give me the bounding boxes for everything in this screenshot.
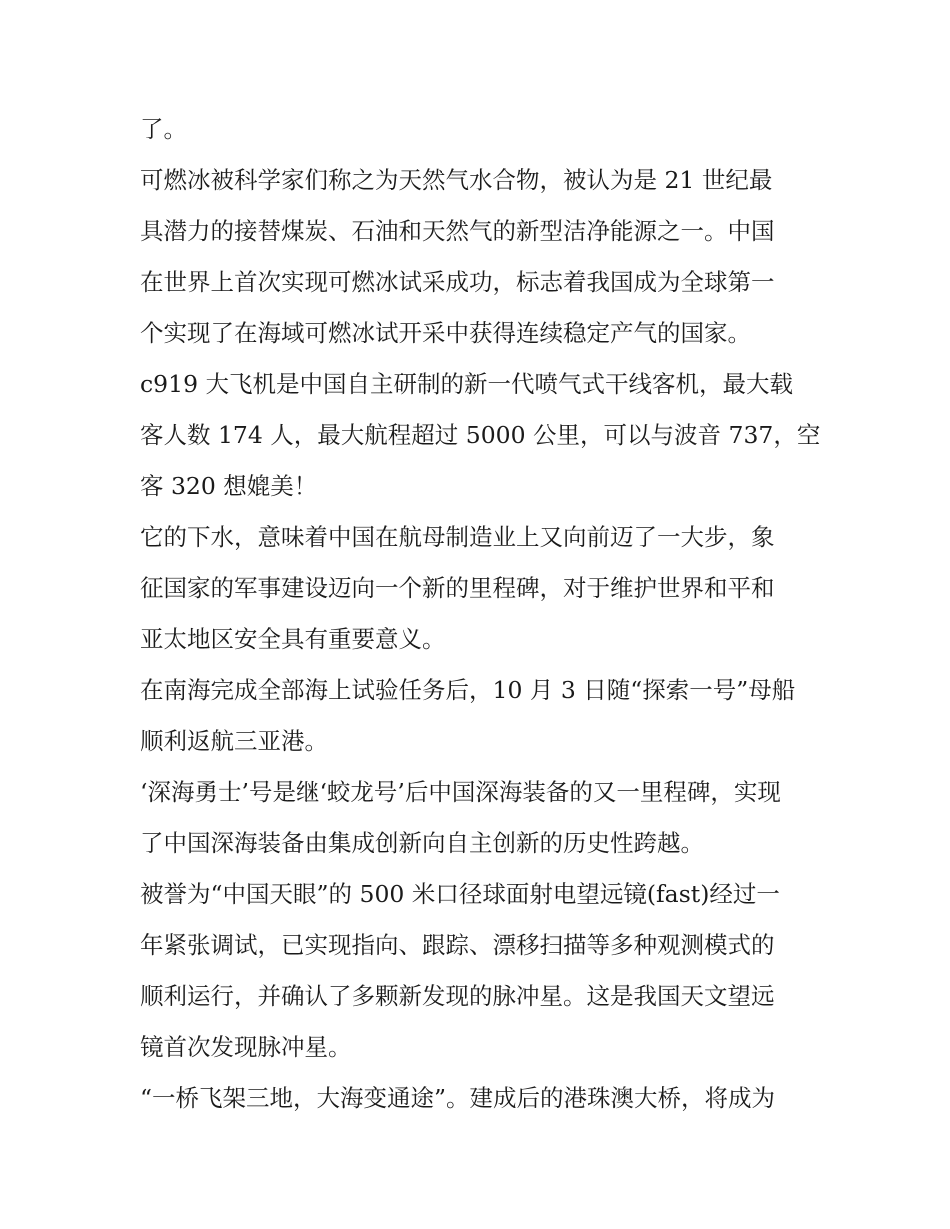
text-line: 顺利运行，并确认了多颗新发现的脉冲星。这是我国天文望远 [140,982,775,1010]
text-line: 被誉为“中国天眼”的 500 米口径球面射电望远镜(fast)经过一 [140,880,780,908]
text-line: 具潜力的接替煤炭、石油和天然气的新型洁净能源之一。中国 [140,217,775,245]
paragraph-c919 [140,359,821,512]
text-line: 了中国深海装备由集成创新向自主创新的历史性跨越。 [140,829,704,857]
text-line: 亚太地区安全具有重要意义。 [140,625,446,653]
text-line: 客 320 想媲美！ [140,472,318,500]
text-line: 顺利返航三亚港。 [140,727,328,755]
paragraph-deep-sea-warrior [140,767,815,869]
text-line: 年紧张调试，已实现指向、跟踪、漂移扫描等多种观测模式的 [140,931,775,959]
text-line: 它的下水，意味着中国在航母制造业上又向前迈了一大步，象 [140,523,775,551]
text-line: c919 大飞机是中国自主研制的新一代喷气式干线客机，最大载 [140,370,793,398]
text-line: 征国家的军事建设迈向一个新的里程碑，对于维护世界和平和 [140,574,775,602]
text-line: 客人数 174 人，最大航程超过 5000 公里，可以与波音 737，空 [140,421,821,449]
document-body [140,104,821,1124]
text-line: 镜首次发现脉冲星。 [140,1033,352,1061]
paragraph-sea-trial [140,665,815,767]
text-line: 个实现了在海域可燃冰试开采中获得连续稳定产气的国家。 [140,319,751,347]
paragraph-aircraft-carrier [140,512,815,665]
paragraph-fast-telescope [140,869,815,1073]
paragraph-continuation [140,104,815,155]
text-line: 在南海完成全部海上试验任务后，10 月 3 日随“探索一号”母船 [140,676,796,704]
text-line: ‘深海勇士’号是继‘蛟龙号’后中国深海装备的又一里程碑，实现 [140,778,781,806]
text-line: 可燃冰被科学家们称之为天然气水合物，被认为是 21 世纪最 [140,166,773,194]
paragraph-combustible-ice [140,155,815,359]
text-line: 了。 [140,115,187,143]
paragraph-bridge [140,1073,815,1124]
text-line: 在世界上首次实现可燃冰试采成功，标志着我国成为全球第一 [140,268,775,296]
text-line: “一桥飞架三地，大海变通途”。建成后的港珠澳大桥，将成为 [140,1084,776,1112]
